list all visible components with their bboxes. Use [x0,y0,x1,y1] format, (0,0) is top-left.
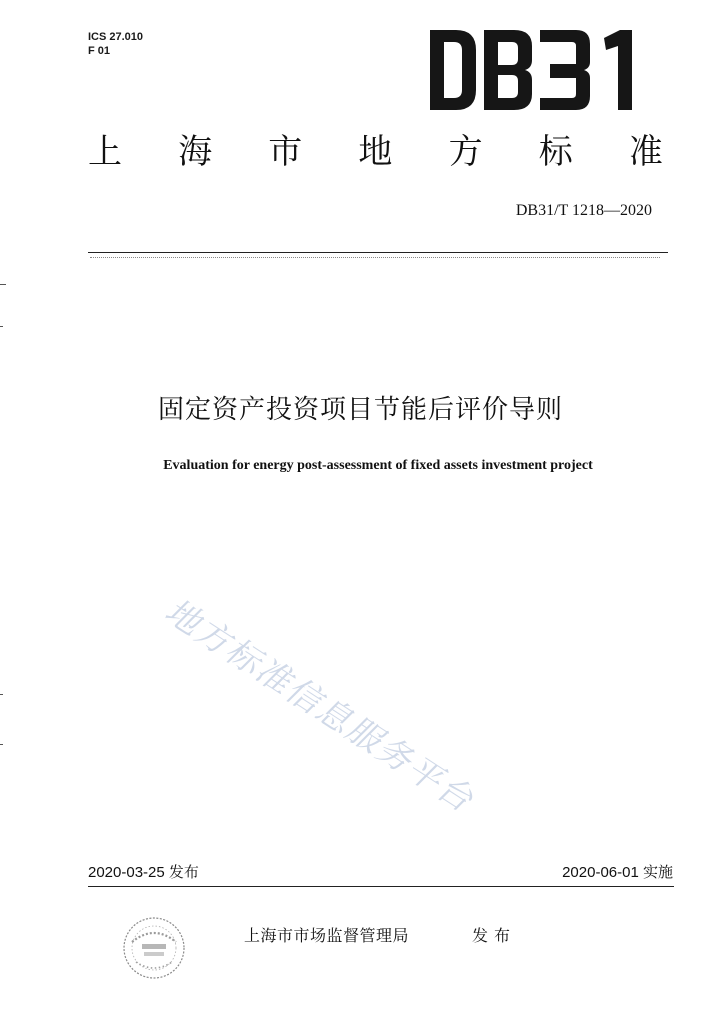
official-seal-stamp [118,912,190,984]
category-char: 上 [88,132,123,172]
platform-watermark: 地方标准信息服务平台 [156,595,487,820]
issue-label: 发布 [472,926,517,945]
edge-mark [0,744,3,745]
category-char: 市 [268,132,303,172]
classification-codes [88,30,143,58]
category-char: 标 [538,132,573,172]
edge-mark [0,326,3,327]
category-char: 海 [178,132,213,172]
edge-mark [0,284,6,285]
standard-category-heading [88,130,663,174]
standard-number: DB31/T 1218—2020 [515,202,652,219]
ccs-code: F 01 [88,45,111,57]
edge-mark [0,694,3,695]
category-char: 地 [358,132,393,172]
document-title-chinese: 固定资产投资项目节能后评价导则 [157,395,563,425]
top-dotted-divider [90,257,660,258]
issue-date: 2020-03-25 发布 [88,864,199,881]
bottom-divider [88,886,674,887]
db31-logo [428,28,638,112]
category-char: 方 [448,132,483,172]
ics-code: ICS 27.010 [88,31,144,43]
top-divider [88,252,668,253]
implementation-date: 2020-06-01 实施 [562,864,673,881]
category-char: 准 [628,132,663,172]
document-title-english: Evaluation for energy post-assessment of fixed assets investment project [163,458,593,473]
issuing-authority: 上海市市场监督管理局 [244,926,410,945]
